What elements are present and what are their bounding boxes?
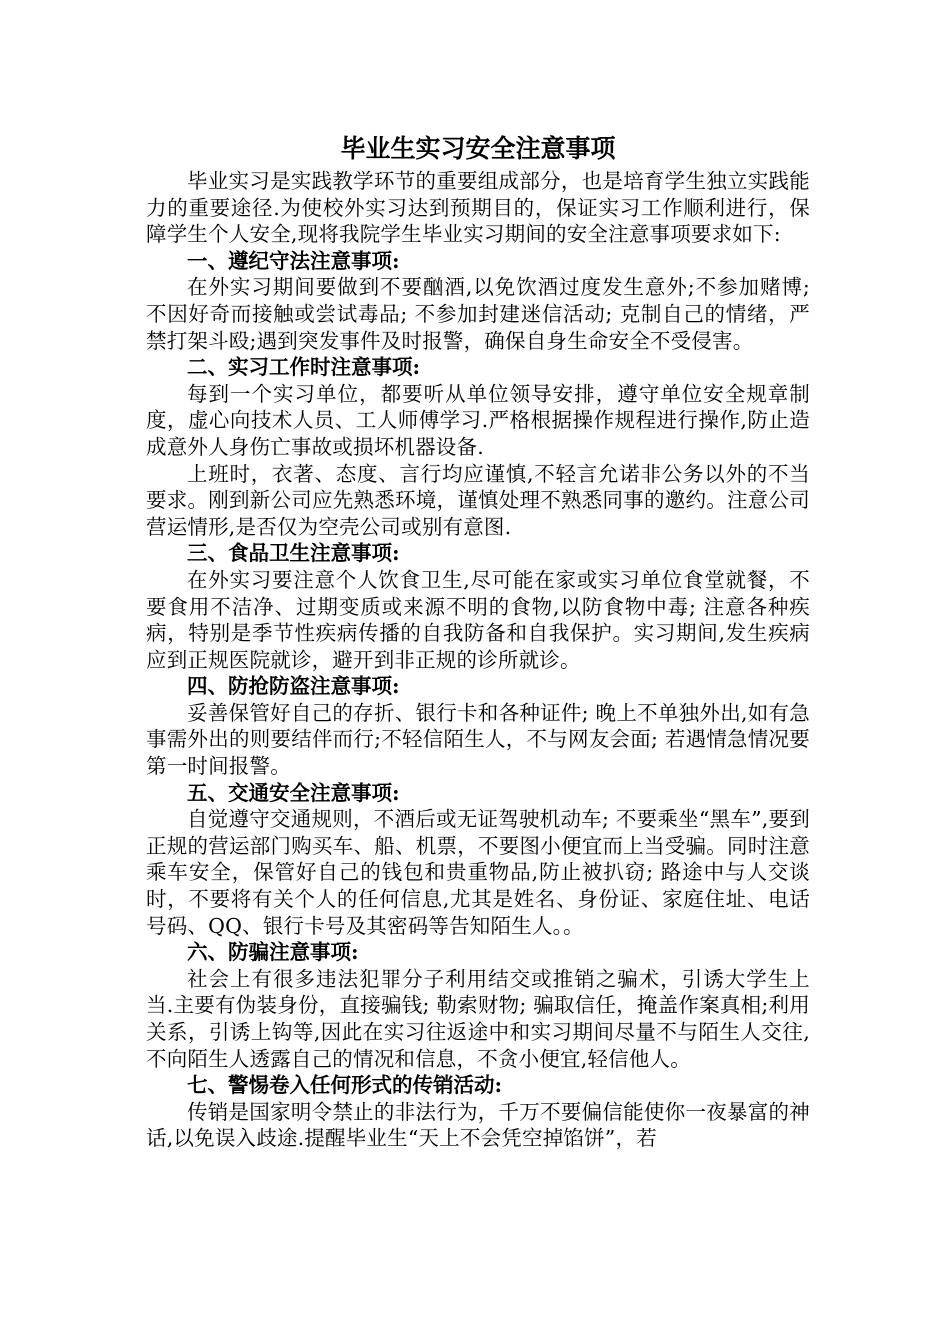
section-food [146,540,810,673]
section-paragraph: 传销是国家明令禁止的非法行为，千万不要偏信能使你一夜暴富的神话,以免误入歧途.提醒毕业生“天上不会凭空掉馅饼”，若 [146,1099,810,1151]
section-paragraph: 在外实习期间要做到不要酗酒,以免饮酒过度发生意外;不参加赌博; 不因好奇而接触或尝试毒品; 不参加封建迷信活动; 克制自己的情绪，严禁打架斗殴;遇到突发事件及时报警，确保自身生命安全不受侵害。 [146,275,810,353]
section-heading: 七、警惕卷入任何形式的传销活动: [187,1073,503,1098]
section-paragraph: 在外实习要注意个人饮食卫生,尽可能在家或实习单位食堂就餐，不要食用不洁净、过期变质或来源不明的食物,以防食物中毒; 注意各种疾病，特别是季节性疾病传播的自我防备和自我保护。实习期间,发生疾病应到正规医院就诊，避开到非正规的诊所就诊。 [146,567,810,672]
section-law [146,248,810,354]
document-title: 毕业生实习安全注意事项 [340,134,616,163]
section-paragraph: 社会上有很多违法犯罪分子利用结交或推销之骗术，引诱大学生上当.主要有伪装身份，直接骗钱; 勒索财物; 骗取信任，掩盖作案真相;利用关系，引诱上钩等,因此在实习往返途中和实习期间尽量不与陌生人交往,不向陌生人透露自己的情况和信息，不贪小便宜,轻信他人。 [146,966,810,1071]
section-pyramid [146,1072,810,1152]
section-work [146,354,810,540]
document-body [146,130,810,1152]
section-fraud [146,939,810,1072]
section-traffic [146,780,810,940]
section-paragraph: 上班时，衣著、态度、言行均应谨慎,不轻言允诺非公务以外的不当要求。刚到新公司应先熟悉环境，谨慎处理不熟悉同事的邀约。注意公司营运情形,是否仅为空壳公司或别有意图. [146,461,810,539]
section-heading: 三、食品卫生注意事项: [187,541,400,566]
section-heading: 六、防骗注意事项: [187,940,359,965]
section-heading: 一、遵纪守法注意事项: [187,248,400,273]
section-heading: 五、交通安全注意事项: [187,780,400,805]
section-paragraph: 妥善保管好自己的存折、银行卡和各种证件; 晚上不单独外出,如有急事需外出的则要结伴而行;不轻信陌生人，不与网友会面; 若遇情急情况要第一时间报警。 [146,700,810,779]
section-paragraph: 每到一个实习单位，都要听从单位领导安排，遵守单位安全规章制度，虚心向技术人员、工人师傅学习.严格根据操作规程进行操作,防止造成意外人身伤亡事故或损坏机器设备. [146,381,810,459]
section-paragraph: 自觉遵守交通规则，不酒后或无证驾驶机动车; 不要乘坐“黑车”,要到正规的营运部门购买车、船、机票，不要图小便宜而上当受骗。同时注意乘车安全，保管好自己的钱包和贵重物品,防止被扒窃; 路途中与人交谈时，不要将有关个人的任何信息,尤其是姓名、身份证、家庭住址、电话号码、QQ、银行卡号及其密码等告知陌生人。。 [146,807,810,938]
section-heading: 四、防抢防盗注意事项: [187,674,400,699]
intro-paragraph: 毕业实习是实践教学环节的重要组成部分，也是培育学生独立实践能力的重要途径.为使校外实习达到预期目的，保证实习工作顺利进行，保障学生个人安全,现将我院学生毕业实习期间的安全注意事项要求如下: [146,169,810,247]
section-heading: 二、实习工作时注意事项: [187,355,421,380]
section-theft [146,673,810,779]
